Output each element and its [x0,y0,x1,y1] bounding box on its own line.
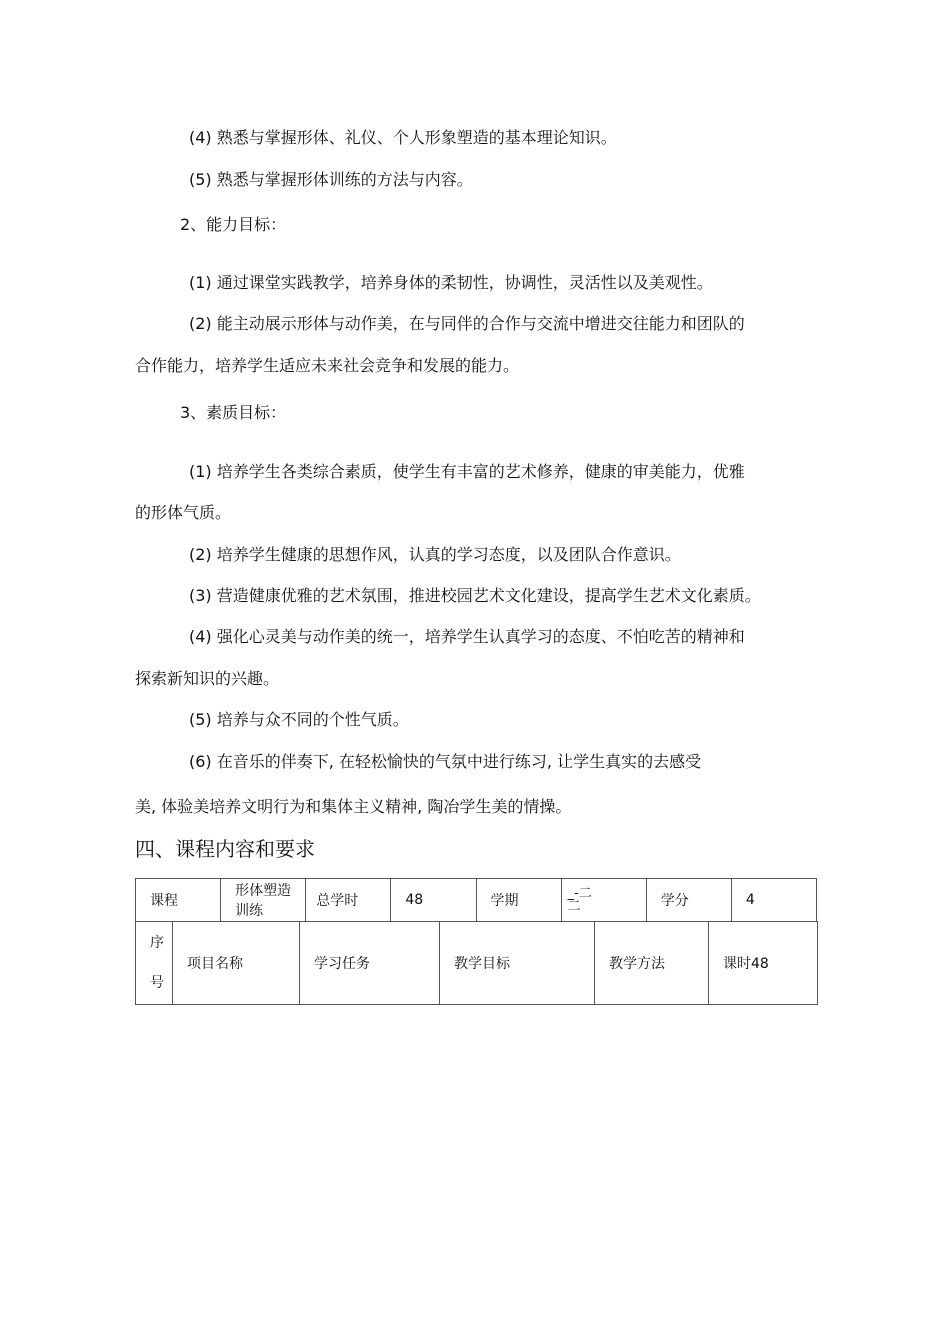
credit-cell: 4 [731,879,816,922]
course-name-cell: 形体塑造训练 [221,879,306,922]
table-row [136,879,817,922]
paragraph-line: (2) 能主动展示形体与动作美，在与同伴的合作与交流中增进交往能力和团队的 [189,314,745,333]
paragraph-line: (4) 强化心灵美与动作美的统一，培养学生认真学习的态度、不怕吃苦的精神和 [189,627,745,646]
class-hours-header: 课时48 [709,922,818,1005]
learning-task-header: 学习任务 [300,922,440,1005]
paragraph-line: 的形体气质。 [135,503,232,522]
semester-top: _-二 [567,886,592,901]
section-heading: 四、课程内容和要求 [135,837,315,861]
semester-cell [561,879,646,922]
paragraph-line: 探索新知识的兴趣。 [135,669,280,688]
course-table-header [135,921,818,1005]
paragraph-line: (1) 培养学生各类综合素质，使学生有丰富的艺术修养，健康的审美能力，优雅 [189,462,745,481]
subheading-quality: 3、素质目标： [180,403,287,422]
paragraph-line: (6) 在音乐的伴奏下, 在轻松愉快的气氛中进行练习, 让学生真实的去感受 [189,752,702,771]
project-name-header: 项目名称 [173,922,300,1005]
teaching-method-header: 教学方法 [595,922,709,1005]
credit-label-cell: 学分 [646,879,731,922]
seq-char: 号 [150,975,164,991]
paragraph-line: 合作能力，培养学生适应未来社会竞争和发展的能力。 [135,356,520,375]
total-hours-label-cell: 总学时 [306,879,391,922]
total-hours-cell: 48 [391,879,476,922]
seq-header-cell [136,922,173,1005]
semester-bottom: 二 [567,899,581,914]
paragraph-line: (3) 营造健康优雅的艺术氛围，推进校园艺术文化建设，提高学生艺术文化素质。 [189,586,761,605]
paragraph-line: (5) 熟悉与掌握形体训练的方法与内容。 [189,170,473,189]
paragraph-line: (4) 熟悉与掌握形体、礼仪、个人形象塑造的基本理论知识。 [189,128,617,147]
course-label-cell: 课程 [136,879,221,922]
table-row [136,922,818,1005]
subheading-ability: 2、能力目标： [180,215,287,234]
teaching-goal-header: 教学目标 [440,922,595,1005]
paragraph-line: (5) 培养与众不同的个性气质。 [189,710,409,729]
paragraph-line: 美, 体验美培养文明行为和集体主义精神, 陶冶学生美的情操。 [135,797,572,816]
paragraph-line: (2) 培养学生健康的思想作风，认真的学习态度，以及团队合作意识。 [189,545,681,564]
course-table [135,878,817,922]
paragraph-line: (1) 通过课堂实践教学，培养身体的柔韧性，协调性，灵活性以及美观性。 [189,273,713,292]
semester-label-cell: 学期 [476,879,561,922]
seq-char: 序 [150,935,164,951]
